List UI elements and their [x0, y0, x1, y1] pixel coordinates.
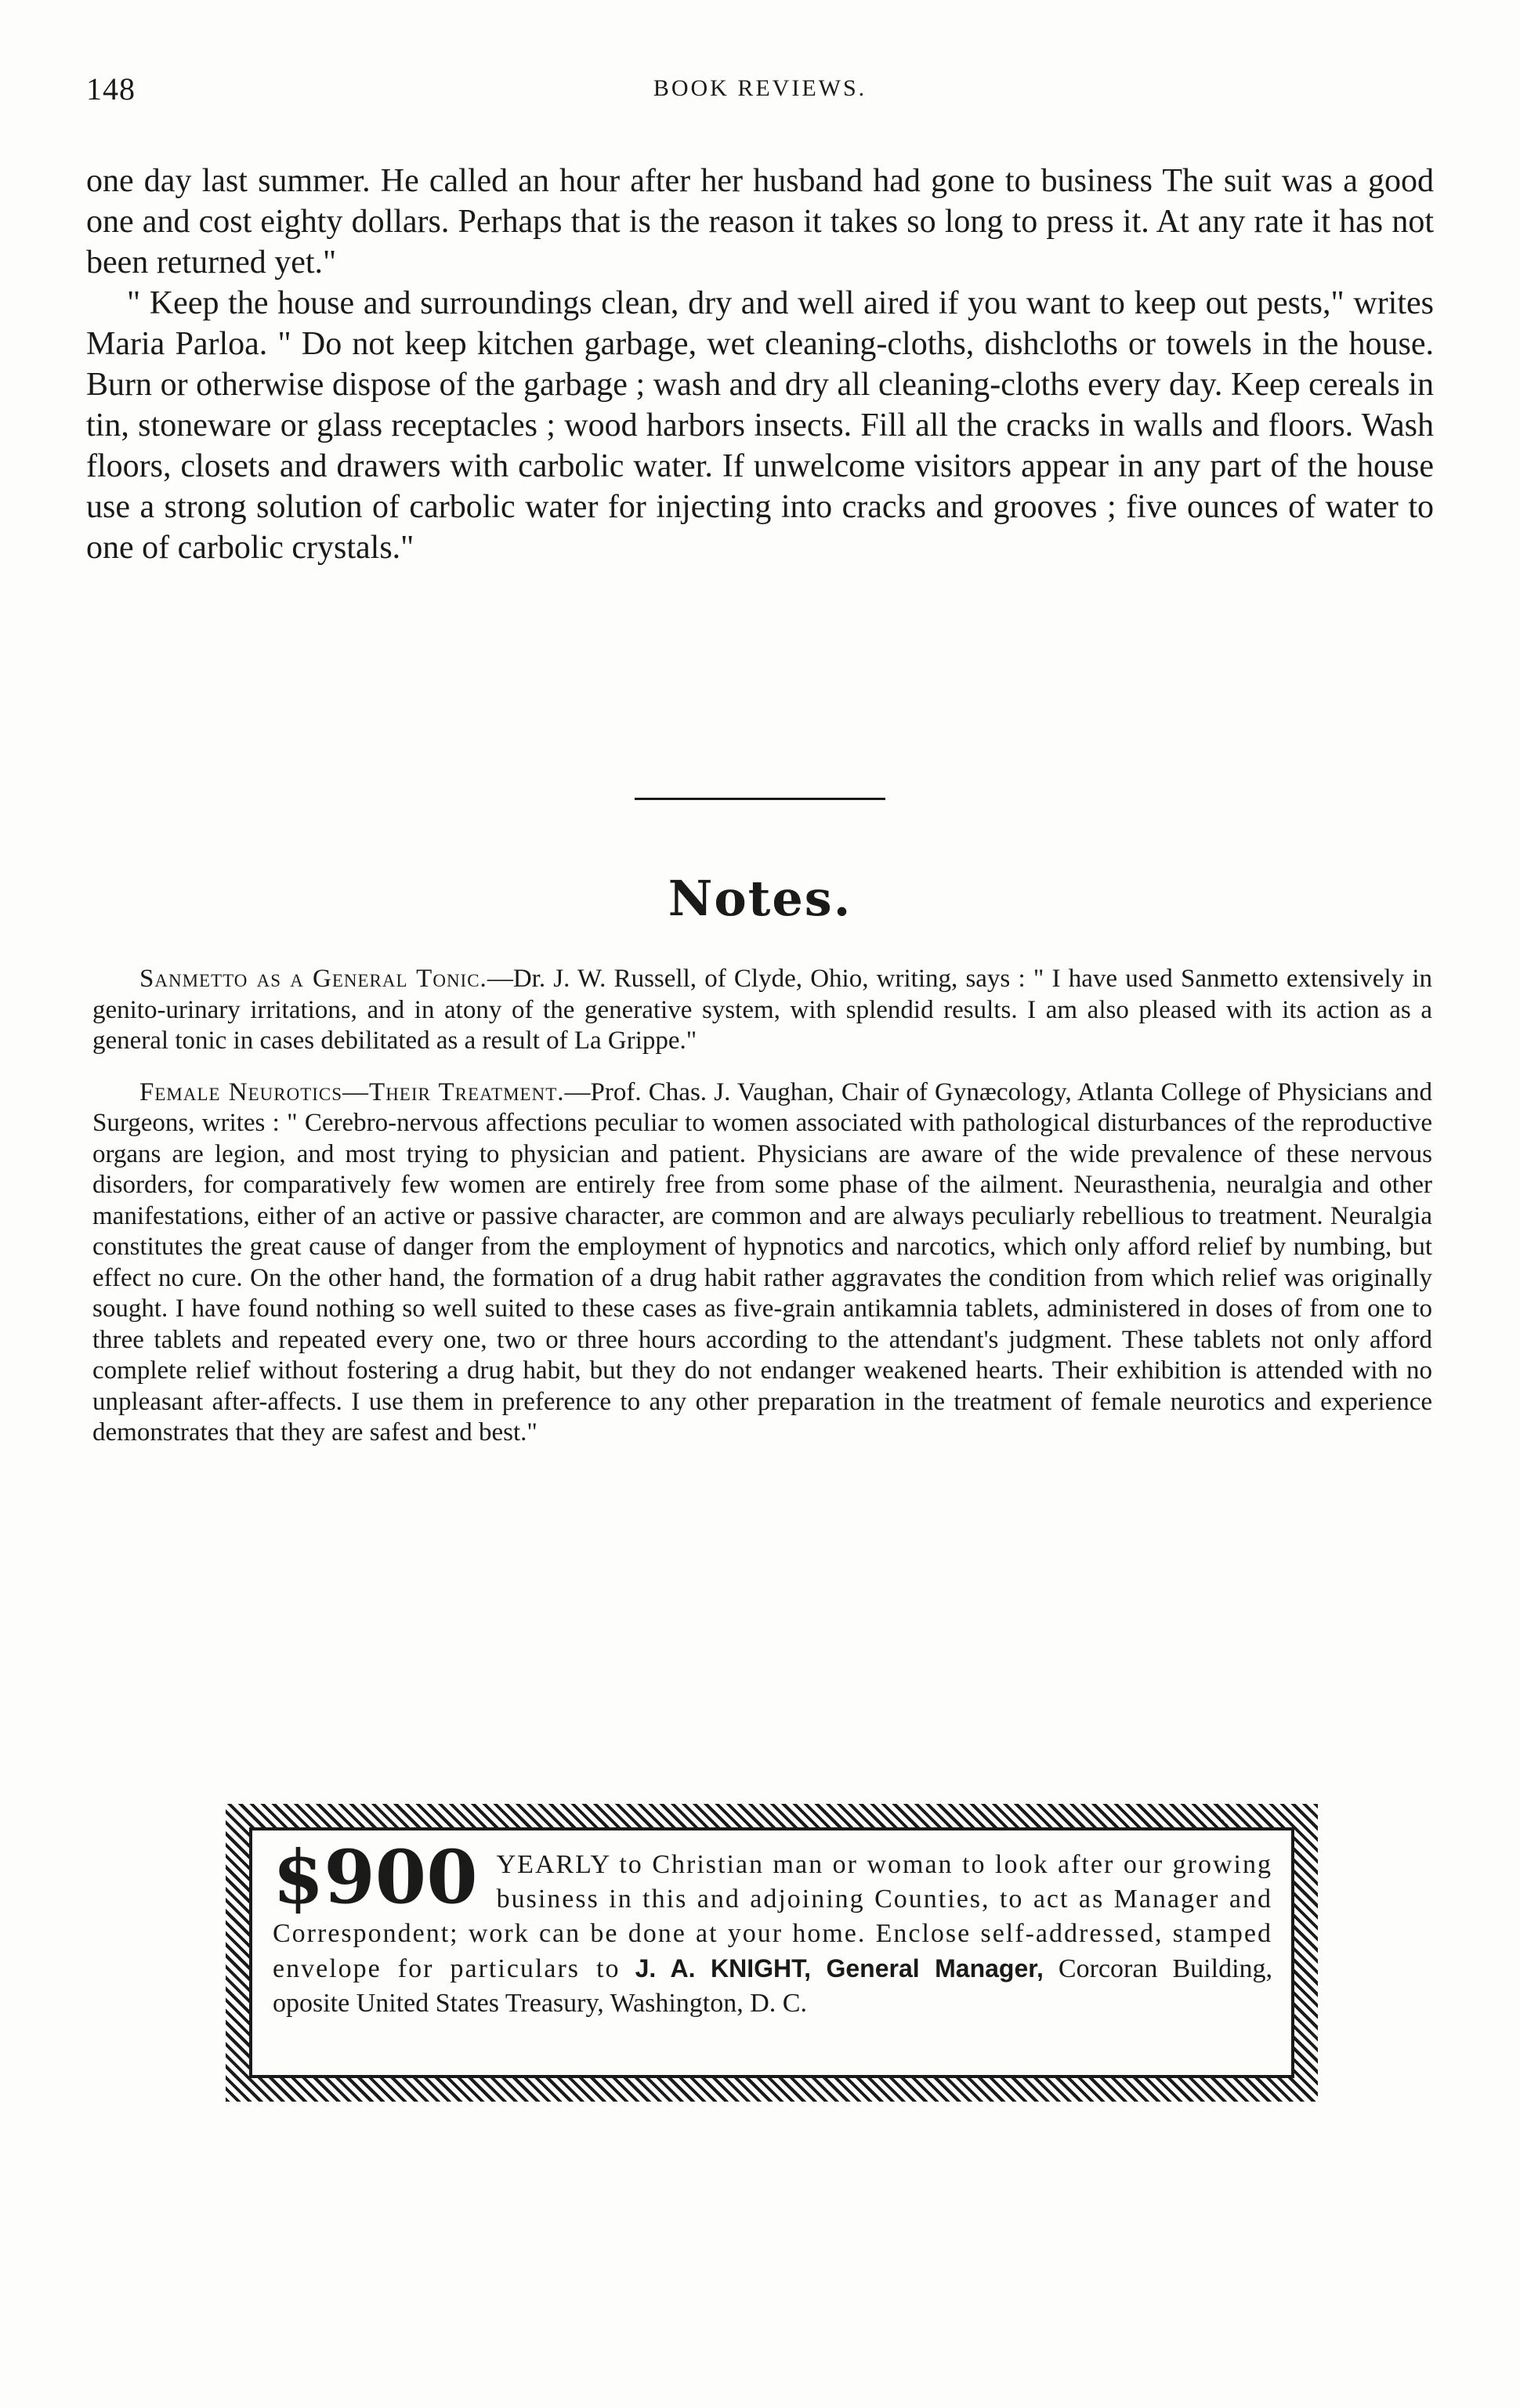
- ad-text: YEARLY to Christian man or woman to look after our growing business in this and adjoining Counties, to act as Manager and Correspondent; work can be done at your home. Enclose self-addressed, stamped envelope for particulars to: [273, 1850, 1272, 1983]
- note-body: —Prof. Chas. J. Vaughan, Chair of Gynæcology, Atlanta College of Physicians and Surgeons, writes : " Cerebro-nervous affections peculiar to women associated with pathological disturbances of the reproductive organs are legion, and most trying to physician and patient. Physicians are aware of the wide prevalence of these nervous disorders, for comparatively few women are entirely free from some phase of the ailment. Neurasthenia, neuralgia and other manifestations, either of an active or passive character, are common and are always peculiarly rebellious to treatment. Neuralgia constitutes the great cause of danger from the employment of hypnotics and narcotics, which only afford relief by numbing, but effect no cure. On the other hand, the formation of a drug habit rather aggravates the condition from which relief was originally sought. I have found nothing so well suited to these cases as five-grain antikamnia tablets, administered in doses of from one to three tablets and repeated every one, two or three hours according to the attendant's judgment. These tablets not only afford complete relief without fostering a drug habit, but they do not endanger weakened hearts. Their exhibition is attended with no unpleasant after-affects. I use them in preference to any other preparation in the treatment of female neurotics and experience demonstrates that they are safest and best.": [92, 1077, 1432, 1447]
- note-item: [92, 1077, 1432, 1449]
- section-divider: [635, 798, 885, 800]
- ad-price: $900: [273, 1834, 478, 1921]
- running-head: BOOK REVIEWS.: [653, 75, 867, 101]
- notes-heading: Notes.: [668, 870, 852, 927]
- page-header: [86, 71, 1434, 118]
- review-continuation: [86, 161, 1434, 568]
- ad-contact-name: J. A. KNIGHT, General Manager,: [635, 1954, 1044, 1983]
- page-number: 148: [86, 71, 136, 107]
- advertisement-content: [249, 1827, 1294, 2078]
- notes-section: [92, 964, 1432, 1469]
- review-paragraph: one day last summer. He called an hour after her husband had gone to business The suit was a good one and cost eighty dollars. Perhaps that is the reason it takes so long to press it. At any rate it has not been returned yet.": [86, 163, 1434, 281]
- note-body: —Dr. J. W. Russell, of Clyde, Ohio, writing, says : " I have used Sanmetto extensively in genito-urinary irritations, and in atony of the generative system, with splendid results. I am also pleased with its action as a general tonic in cases debilitated as a result of La Grippe.": [92, 965, 1432, 1055]
- note-title: Sanmetto as a General Tonic.: [139, 965, 487, 993]
- ad-address: Corcoran Building, oposite United States Treasury, Washington, D. C.: [273, 1954, 1273, 2018]
- note-item: [92, 964, 1432, 1057]
- review-paragraph: " Keep the house and surroundings clean, dry and well aired if you want to keep out pests," writes Maria Parloa. " Do not keep kitchen garbage, wet cleaning-cloths, dishcloths or towels in the house. Burn or otherwise dispose of the garbage ; wash and dry all cleaning-cloths every day. Keep cereals in tin, stoneware or glass receptacles ; wood harbors insects. Fill all the cracks in walls and floors. Wash floors, closets and drawers with carbolic water. If unwelcome visitors appear in any part of the house use a strong solution of carbolic water for injecting into cracks and grooves ; five ounces of water to one of carbolic crystals.": [86, 285, 1434, 566]
- advertisement-box: [226, 1804, 1318, 2102]
- note-title: Female Neurotics—Their Treatment.: [139, 1077, 565, 1106]
